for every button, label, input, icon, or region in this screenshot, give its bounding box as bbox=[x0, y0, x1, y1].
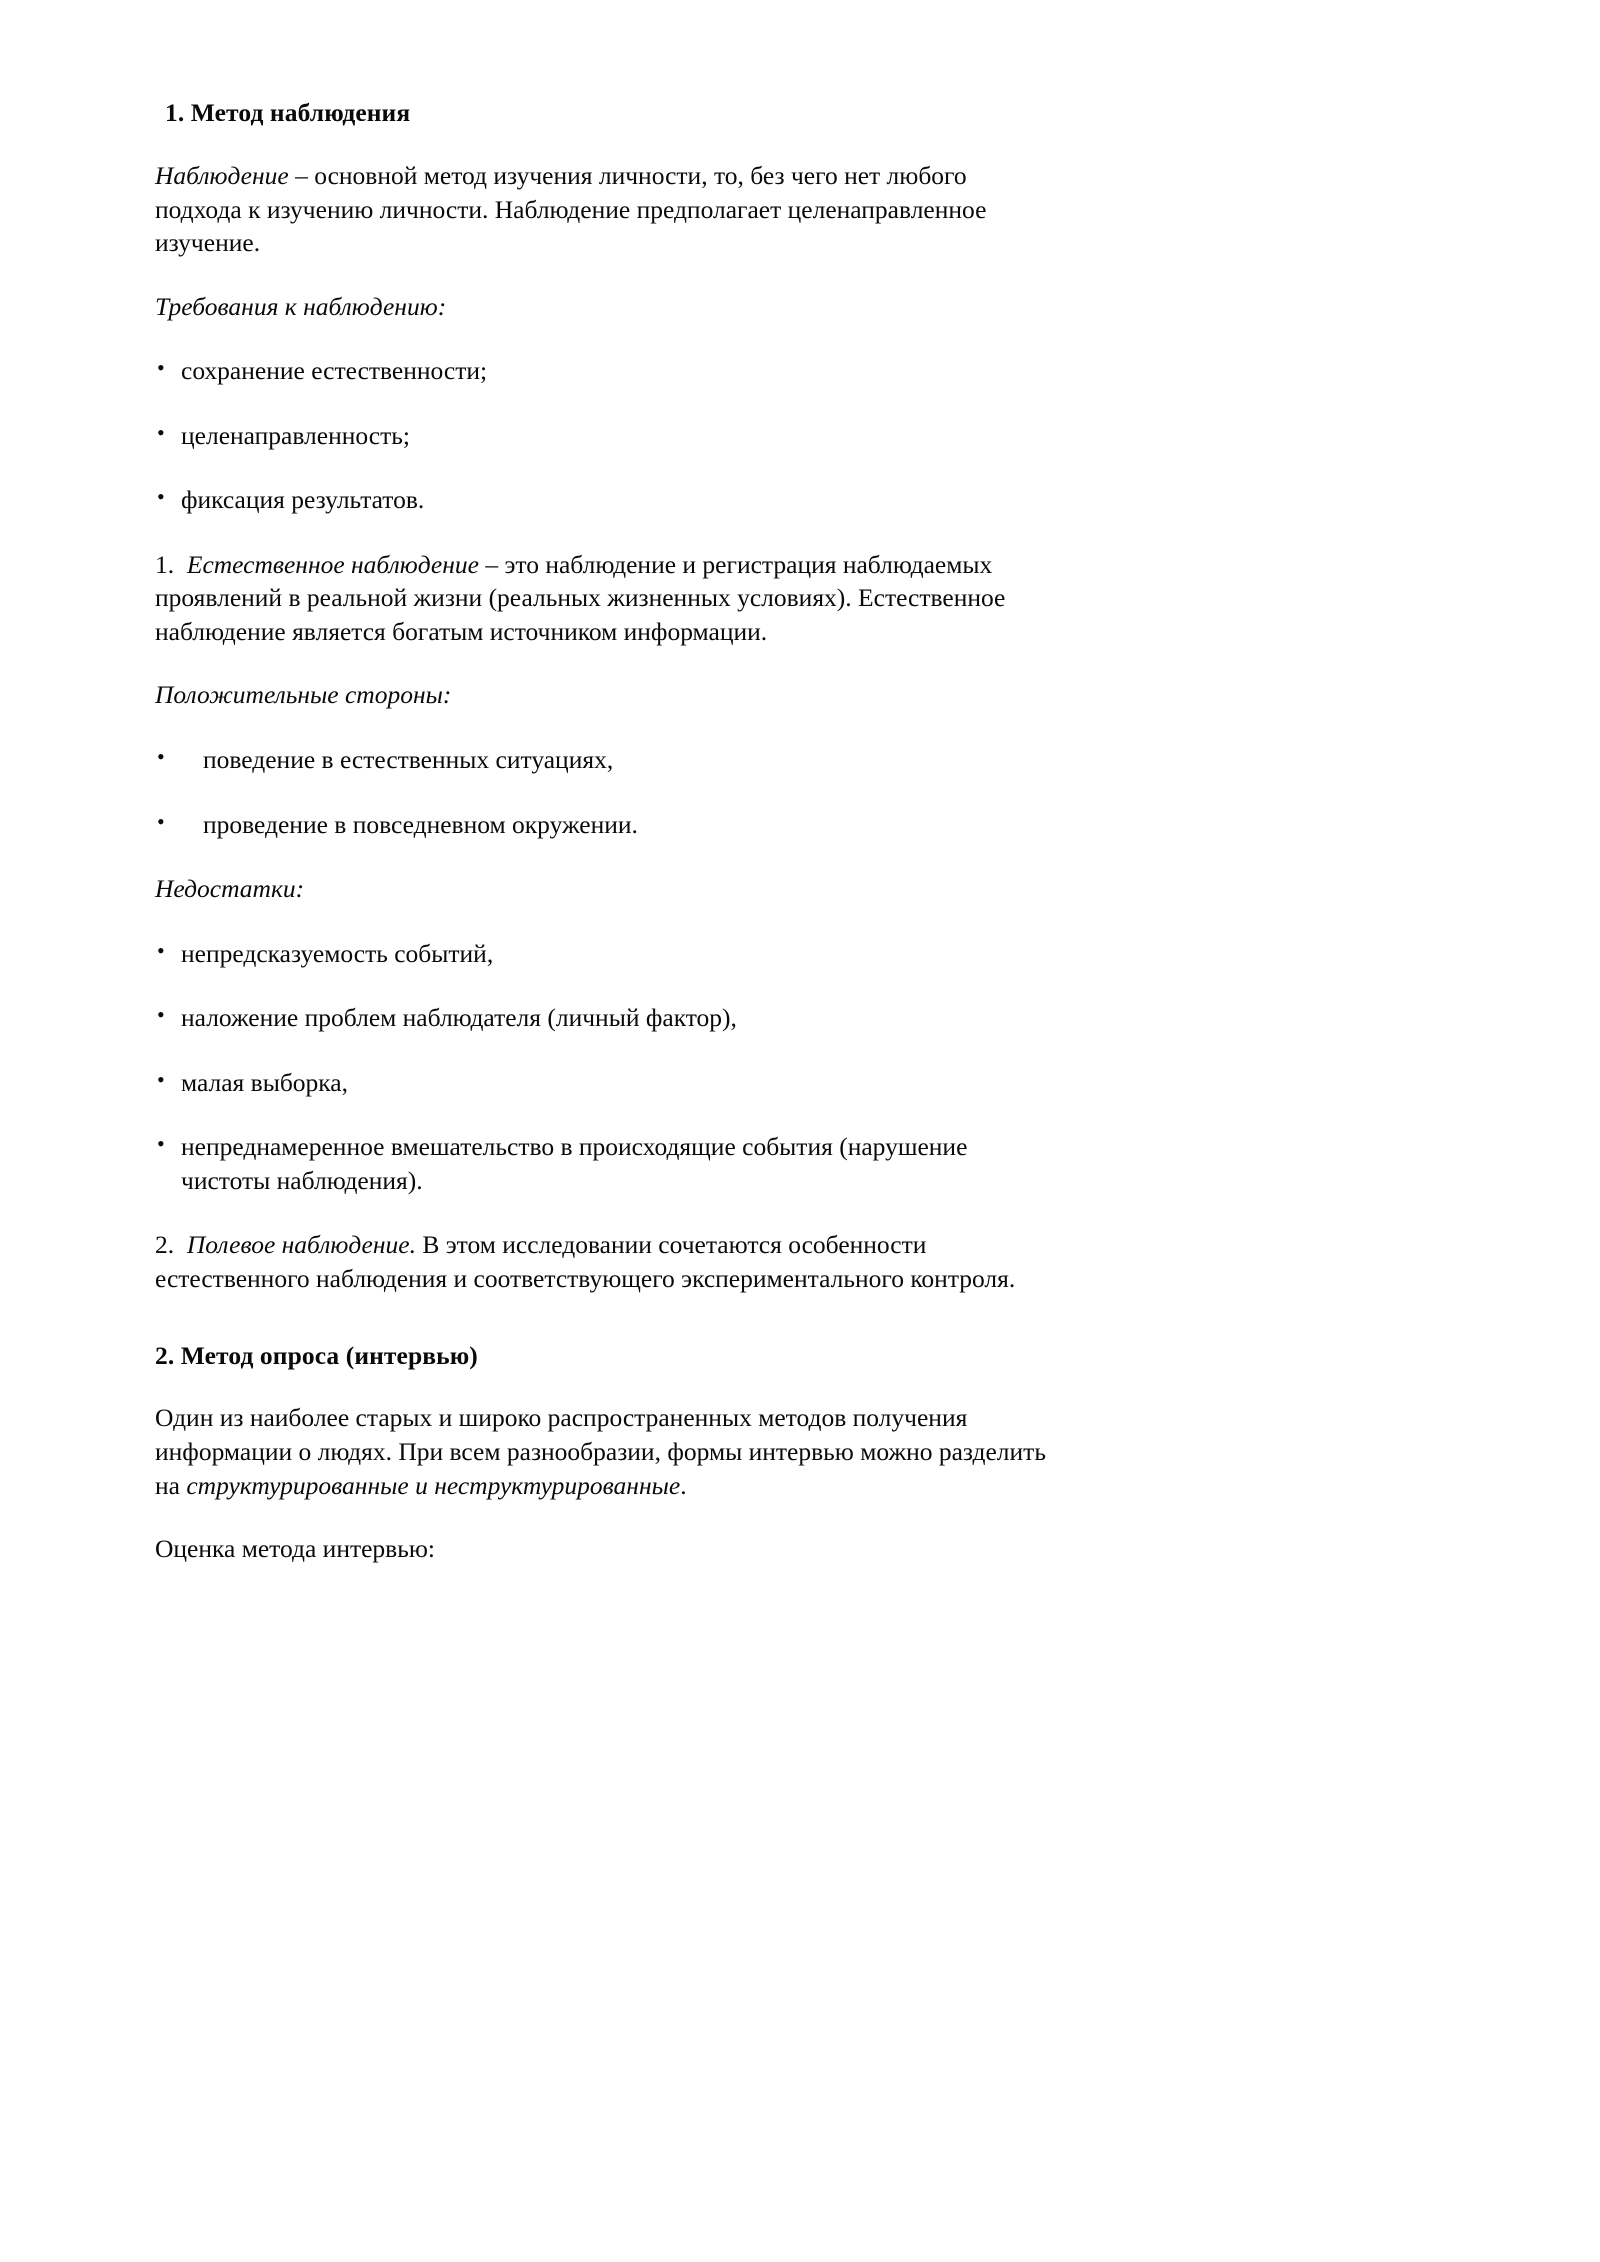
positives-label: Положительные стороны: bbox=[155, 680, 452, 710]
term-observation: Наблюдение bbox=[155, 161, 289, 191]
list-item bbox=[155, 1066, 1047, 1100]
requirements-label: Требования к наблюдению: bbox=[155, 291, 447, 321]
list-item-label: непредсказуемость событий, bbox=[181, 938, 494, 968]
paragraph-number: 1. bbox=[155, 549, 175, 579]
term-field-observation: Полевое наблюдение. bbox=[186, 1230, 416, 1260]
bullet-icon: • bbox=[157, 937, 165, 963]
term-natural-observation: Естественное наблюдение bbox=[186, 549, 479, 579]
bullet-icon: • bbox=[157, 355, 165, 381]
paragraph-field-observation bbox=[155, 1228, 1047, 1295]
bullet-icon: • bbox=[157, 743, 165, 769]
bullet-icon: • bbox=[157, 484, 165, 510]
paragraph-natural-observation bbox=[155, 548, 1047, 649]
list-item-label: наложение проблем наблюдателя (личный фактор), bbox=[181, 1003, 737, 1033]
paragraph-natural-observation-rest: – это наблюдение и регистрация наблюдаемых проявлений в реальной жизни (реальных жизненных условиях). Естественное наблюдение является богатым источником информации. bbox=[155, 549, 1006, 646]
paragraph-interview-part1: Один из наиболее старых и широко распространенных методов получения информации о людях. При всем разнообразии, формы интервью можно разделить на bbox=[155, 1403, 1046, 1500]
paragraph-number: 2. bbox=[155, 1230, 175, 1260]
list-item-label: непреднамеренное вмешательство в происходящие события (нарушение чистоты наблюдения). bbox=[181, 1132, 968, 1195]
list-item bbox=[155, 419, 1047, 453]
list-item bbox=[155, 808, 1047, 842]
bullet-icon: • bbox=[157, 1002, 165, 1028]
list-item-label: фиксация результатов. bbox=[181, 485, 425, 515]
term-interview-forms: структурированные и неструктурированные bbox=[186, 1470, 681, 1500]
section-heading-2: 2. Метод опроса (интервью) bbox=[155, 1341, 478, 1371]
paragraph-intro bbox=[155, 159, 1047, 260]
paragraph-interview-part2: . bbox=[680, 1470, 687, 1500]
list-item-label: проведение в повседневном окружении. bbox=[203, 809, 638, 839]
list-item bbox=[155, 743, 1047, 777]
list-item bbox=[155, 1130, 1047, 1197]
bullet-icon: • bbox=[157, 1066, 165, 1092]
paragraph-intro-rest: – основной метод изучения личности, то, без чего нет любого подхода к изучению личности. Наблюдение предполагает целенаправленное изучение. bbox=[155, 161, 987, 258]
list-item-label: сохранение естественности; bbox=[181, 356, 488, 386]
paragraph-interview bbox=[155, 1401, 1047, 1502]
drawbacks-label: Недостатки: bbox=[155, 874, 305, 904]
list-item bbox=[155, 1001, 1047, 1035]
section-heading-1: 1. Метод наблюдения bbox=[165, 98, 411, 127]
list-item bbox=[155, 354, 1047, 388]
interview-evaluation-label: Оценка метода интервью: bbox=[155, 1534, 435, 1564]
bullet-icon: • bbox=[157, 808, 165, 834]
paragraph-field-observation-rest: В этом исследовании сочетаются особенности естественного наблюдения и соответствующего экспериментального контроля. bbox=[155, 1230, 1016, 1293]
list-item-label: поведение в естественных ситуациях, bbox=[203, 744, 614, 774]
list-item-label: целенаправленность; bbox=[181, 420, 410, 450]
bullet-icon: • bbox=[157, 1131, 165, 1157]
list-item bbox=[155, 937, 1047, 971]
document-body bbox=[155, 96, 1047, 1596]
list-item bbox=[155, 483, 1047, 517]
list-item-label: малая выборка, bbox=[181, 1067, 348, 1097]
bullet-icon: • bbox=[157, 419, 165, 445]
